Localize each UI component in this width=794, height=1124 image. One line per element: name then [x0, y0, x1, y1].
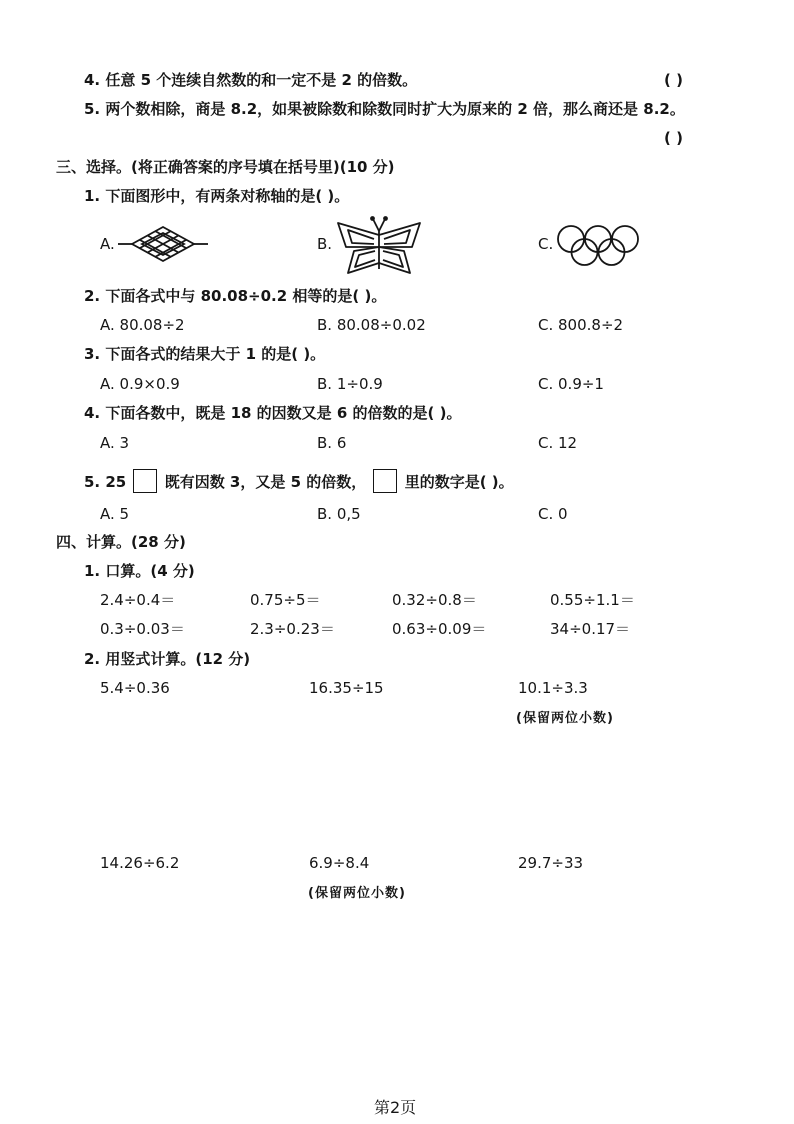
choice-5-option-a: A. 5 [100, 505, 130, 523]
judge-question-4: 4. 任意 5 个连续自然数的和一定不是 2 的倍数。 [84, 71, 418, 89]
choice-question-2: 2. 下面各式中与 80.08÷0.2 相等的是( )。 [84, 287, 387, 305]
oral-calc-item: 2.4÷0.4＝ [100, 591, 176, 609]
choice-1-option-a: A. [100, 235, 115, 253]
vertical-calc-item: 29.7÷33 [518, 854, 584, 872]
section-3-heading: 三、选择。(将正确答案的序号填在括号里)(10 分) [56, 158, 395, 176]
oral-calc-title: 1. 口算。(4 分) [84, 562, 195, 580]
choice-2-option-b: B. 80.08÷0.02 [317, 316, 426, 334]
vertical-calc-item: 6.9÷8.4 [309, 854, 370, 872]
vertical-calc-title: 2. 用竖式计算。(12 分) [84, 650, 251, 668]
digit-blank-box-ref [373, 469, 397, 493]
choice-2-option-a: A. 80.08÷2 [100, 316, 185, 334]
oral-calc-item: 0.3÷0.03＝ [100, 620, 185, 638]
vertical-calc-item: 5.4÷0.36 [100, 679, 170, 697]
chinese-knot-icon [118, 225, 208, 263]
oral-calc-item: 2.3÷0.23＝ [250, 620, 335, 638]
judge-answer-blank-4[interactable]: ( ) [664, 71, 683, 89]
vertical-calc-item: 14.26÷6.2 [100, 854, 180, 872]
butterfly-icon [334, 217, 424, 275]
choice-3-option-b: B. 1÷0.9 [317, 375, 383, 393]
choice-question-1: 1. 下面图形中，有两条对称轴的是( )。 [84, 187, 350, 205]
digit-blank-box[interactable] [133, 469, 157, 493]
choice-4-option-c: C. 12 [538, 434, 578, 452]
choice-5-stem-start: 5. 25 [84, 473, 127, 491]
choice-question-4: 4. 下面各数中，既是 18 的因数又是 6 的倍数的是( )。 [84, 404, 462, 422]
choice-4-option-a: A. 3 [100, 434, 130, 452]
choice-5-option-c: C. 0 [538, 505, 568, 523]
vertical-calc-item: 16.35÷15 [309, 679, 384, 697]
choice-5-stem-middle: 既有因数 3，又是 5 的倍数， [164, 473, 367, 491]
oral-calc-item: 0.63÷0.09＝ [392, 620, 487, 638]
choice-3-option-c: C. 0.9÷1 [538, 375, 604, 393]
choice-2-option-c: C. 800.8÷2 [538, 316, 624, 334]
choice-1-option-c: C. [538, 235, 554, 253]
oral-calc-item: 0.75÷5＝ [250, 591, 321, 609]
rounding-note: (保留两位小数) [516, 711, 614, 726]
oral-calc-item: 0.32÷0.8＝ [392, 591, 477, 609]
rounding-note: (保留两位小数) [308, 886, 406, 901]
choice-4-option-b: B. 6 [317, 434, 347, 452]
judge-question-5: 5. 两个数相除，商是 8.2，如果被除数和除数同时扩大为原来的 2 倍，那么商还是 8.2。 [84, 100, 685, 118]
choice-3-option-a: A. 0.9×0.9 [100, 375, 180, 393]
choice-question-3: 3. 下面各式的结果大于 1 的是( )。 [84, 345, 326, 363]
judge-answer-blank-5[interactable]: ( ) [664, 129, 683, 147]
oral-calc-item: 0.55÷1.1＝ [550, 591, 635, 609]
section-4-heading: 四、计算。(28 分) [56, 533, 186, 551]
olympic-rings-icon [556, 224, 640, 268]
choice-5-option-b: B. 0,5 [317, 505, 361, 523]
choice-question-5 [84, 469, 514, 493]
choice-1-option-b: B. [317, 235, 333, 253]
choice-5-stem-end: 里的数字是( )。 [404, 473, 514, 491]
oral-calc-item: 34÷0.17＝ [550, 620, 631, 638]
vertical-calc-item: 10.1÷3.3 [518, 679, 588, 697]
page-number: 第2页 [374, 1098, 417, 1117]
